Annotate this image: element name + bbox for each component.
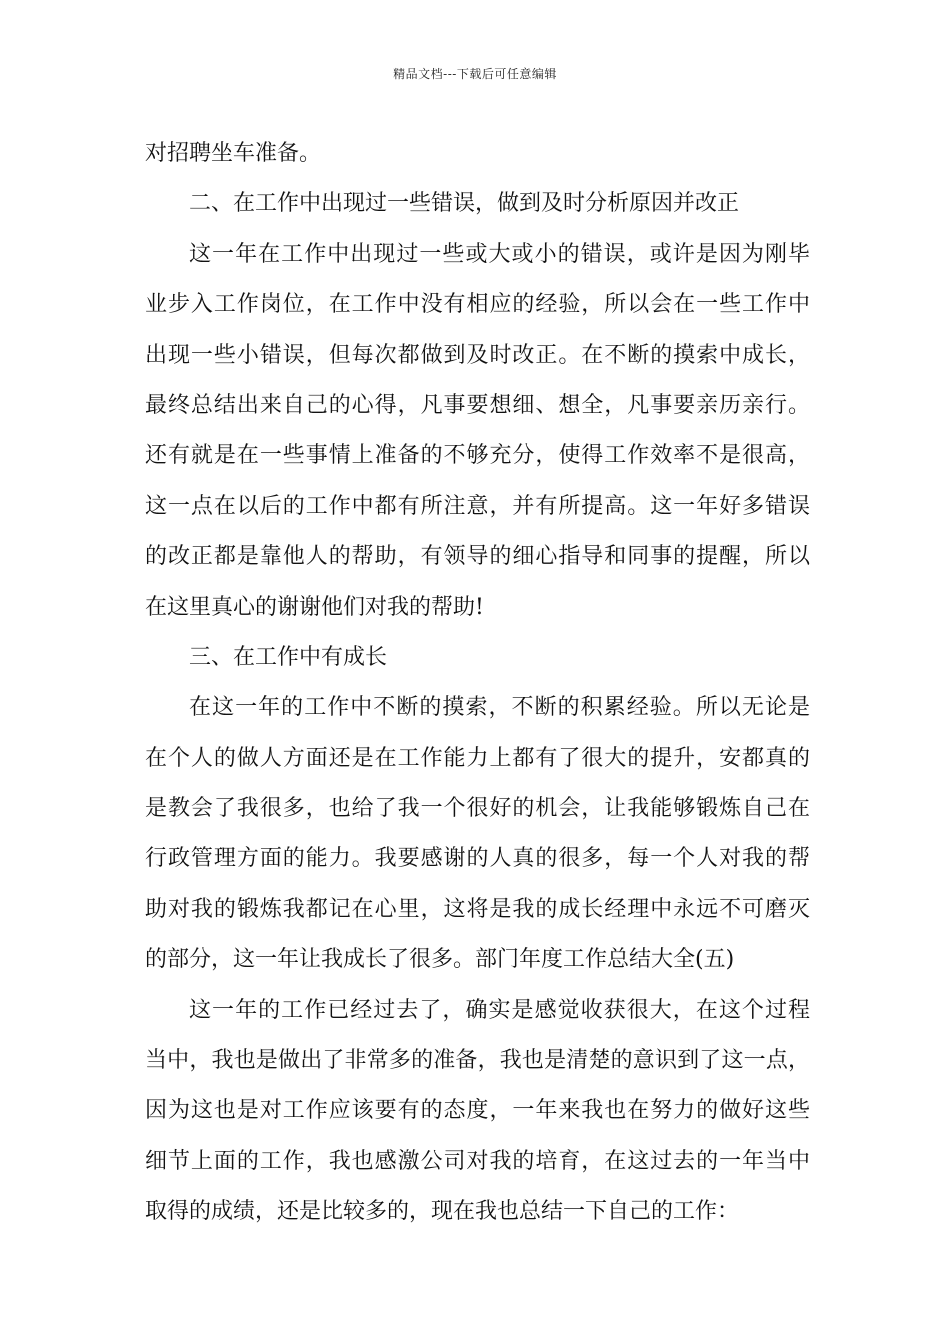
text-line: 细节上面的工作，我也感激公司对我的培育，在这过去的一年当中 [145, 1148, 810, 1174]
text-line: 业步入工作岗位，在工作中没有相应的经验，所以会在一些工作中 [145, 292, 810, 318]
text-line: 在这一年的工作中不断的摸索，不断的积累经验。所以无论是 [189, 695, 810, 721]
text-line: 在这里真心的谢谢他们对我的帮助! [145, 594, 484, 620]
text-line: 当中，我也是做出了非常多的准备，我也是清楚的意识到了这一点， [145, 1048, 810, 1074]
text-line: 行政管理方面的能力。我要感谢的人真的很多，每一个人对我的帮 [145, 846, 810, 872]
text-line: 取得的成绩，还是比较多的，现在我也总结一下自己的工作： [145, 1199, 740, 1225]
text-line: 是教会了我很多，也给了我一个很好的机会，让我能够锻炼自己在 [145, 796, 810, 822]
text-line: 对招聘坐车准备。 [145, 141, 322, 166]
text-line: 最终总结出来自己的心得，凡事要想细、想全，凡事要亲历亲行。 [145, 392, 810, 418]
text-line: 出现一些小错误，但每次都做到及时改正。在不断的摸索中成长， [145, 342, 810, 368]
text-line: 这一年在工作中出现过一些或大或小的错误，或许是因为刚毕 [189, 241, 810, 267]
section-heading: 三、在工作中有成长 [189, 644, 388, 670]
text-line: 在个人的做人方面还是在工作能力上都有了很大的提升，安都真的 [145, 745, 810, 771]
text-line: 还有就是在一些事情上准备的不够充分，使得工作效率不是很高， [145, 443, 810, 469]
text-line: 的部分，这一年让我成长了很多。部门年度工作总结大全(五) [145, 947, 735, 973]
text-line: 这一点在以后的工作中都有所注意，并有所提高。这一年好多错误 [145, 493, 810, 519]
document-body [145, 129, 810, 1238]
page-header: 精品文档---下载后可任意编辑 [393, 67, 557, 81]
section-heading: 二、在工作中出现过一些错误，做到及时分析原因并改正 [189, 191, 740, 217]
text-line: 因为这也是对工作应该要有的态度，一年来我也在努力的做好这些 [145, 1098, 810, 1124]
text-line: 助对我的锻炼我都记在心里，这将是我的成长经理中永远不可磨灭 [145, 896, 810, 922]
text-line: 的改正都是靠他人的帮助，有领导的细心指导和同事的提醒，所以 [145, 544, 810, 570]
text-line: 这一年的工作已经过去了，确实是感觉收获很大，在这个过程 [189, 997, 810, 1023]
